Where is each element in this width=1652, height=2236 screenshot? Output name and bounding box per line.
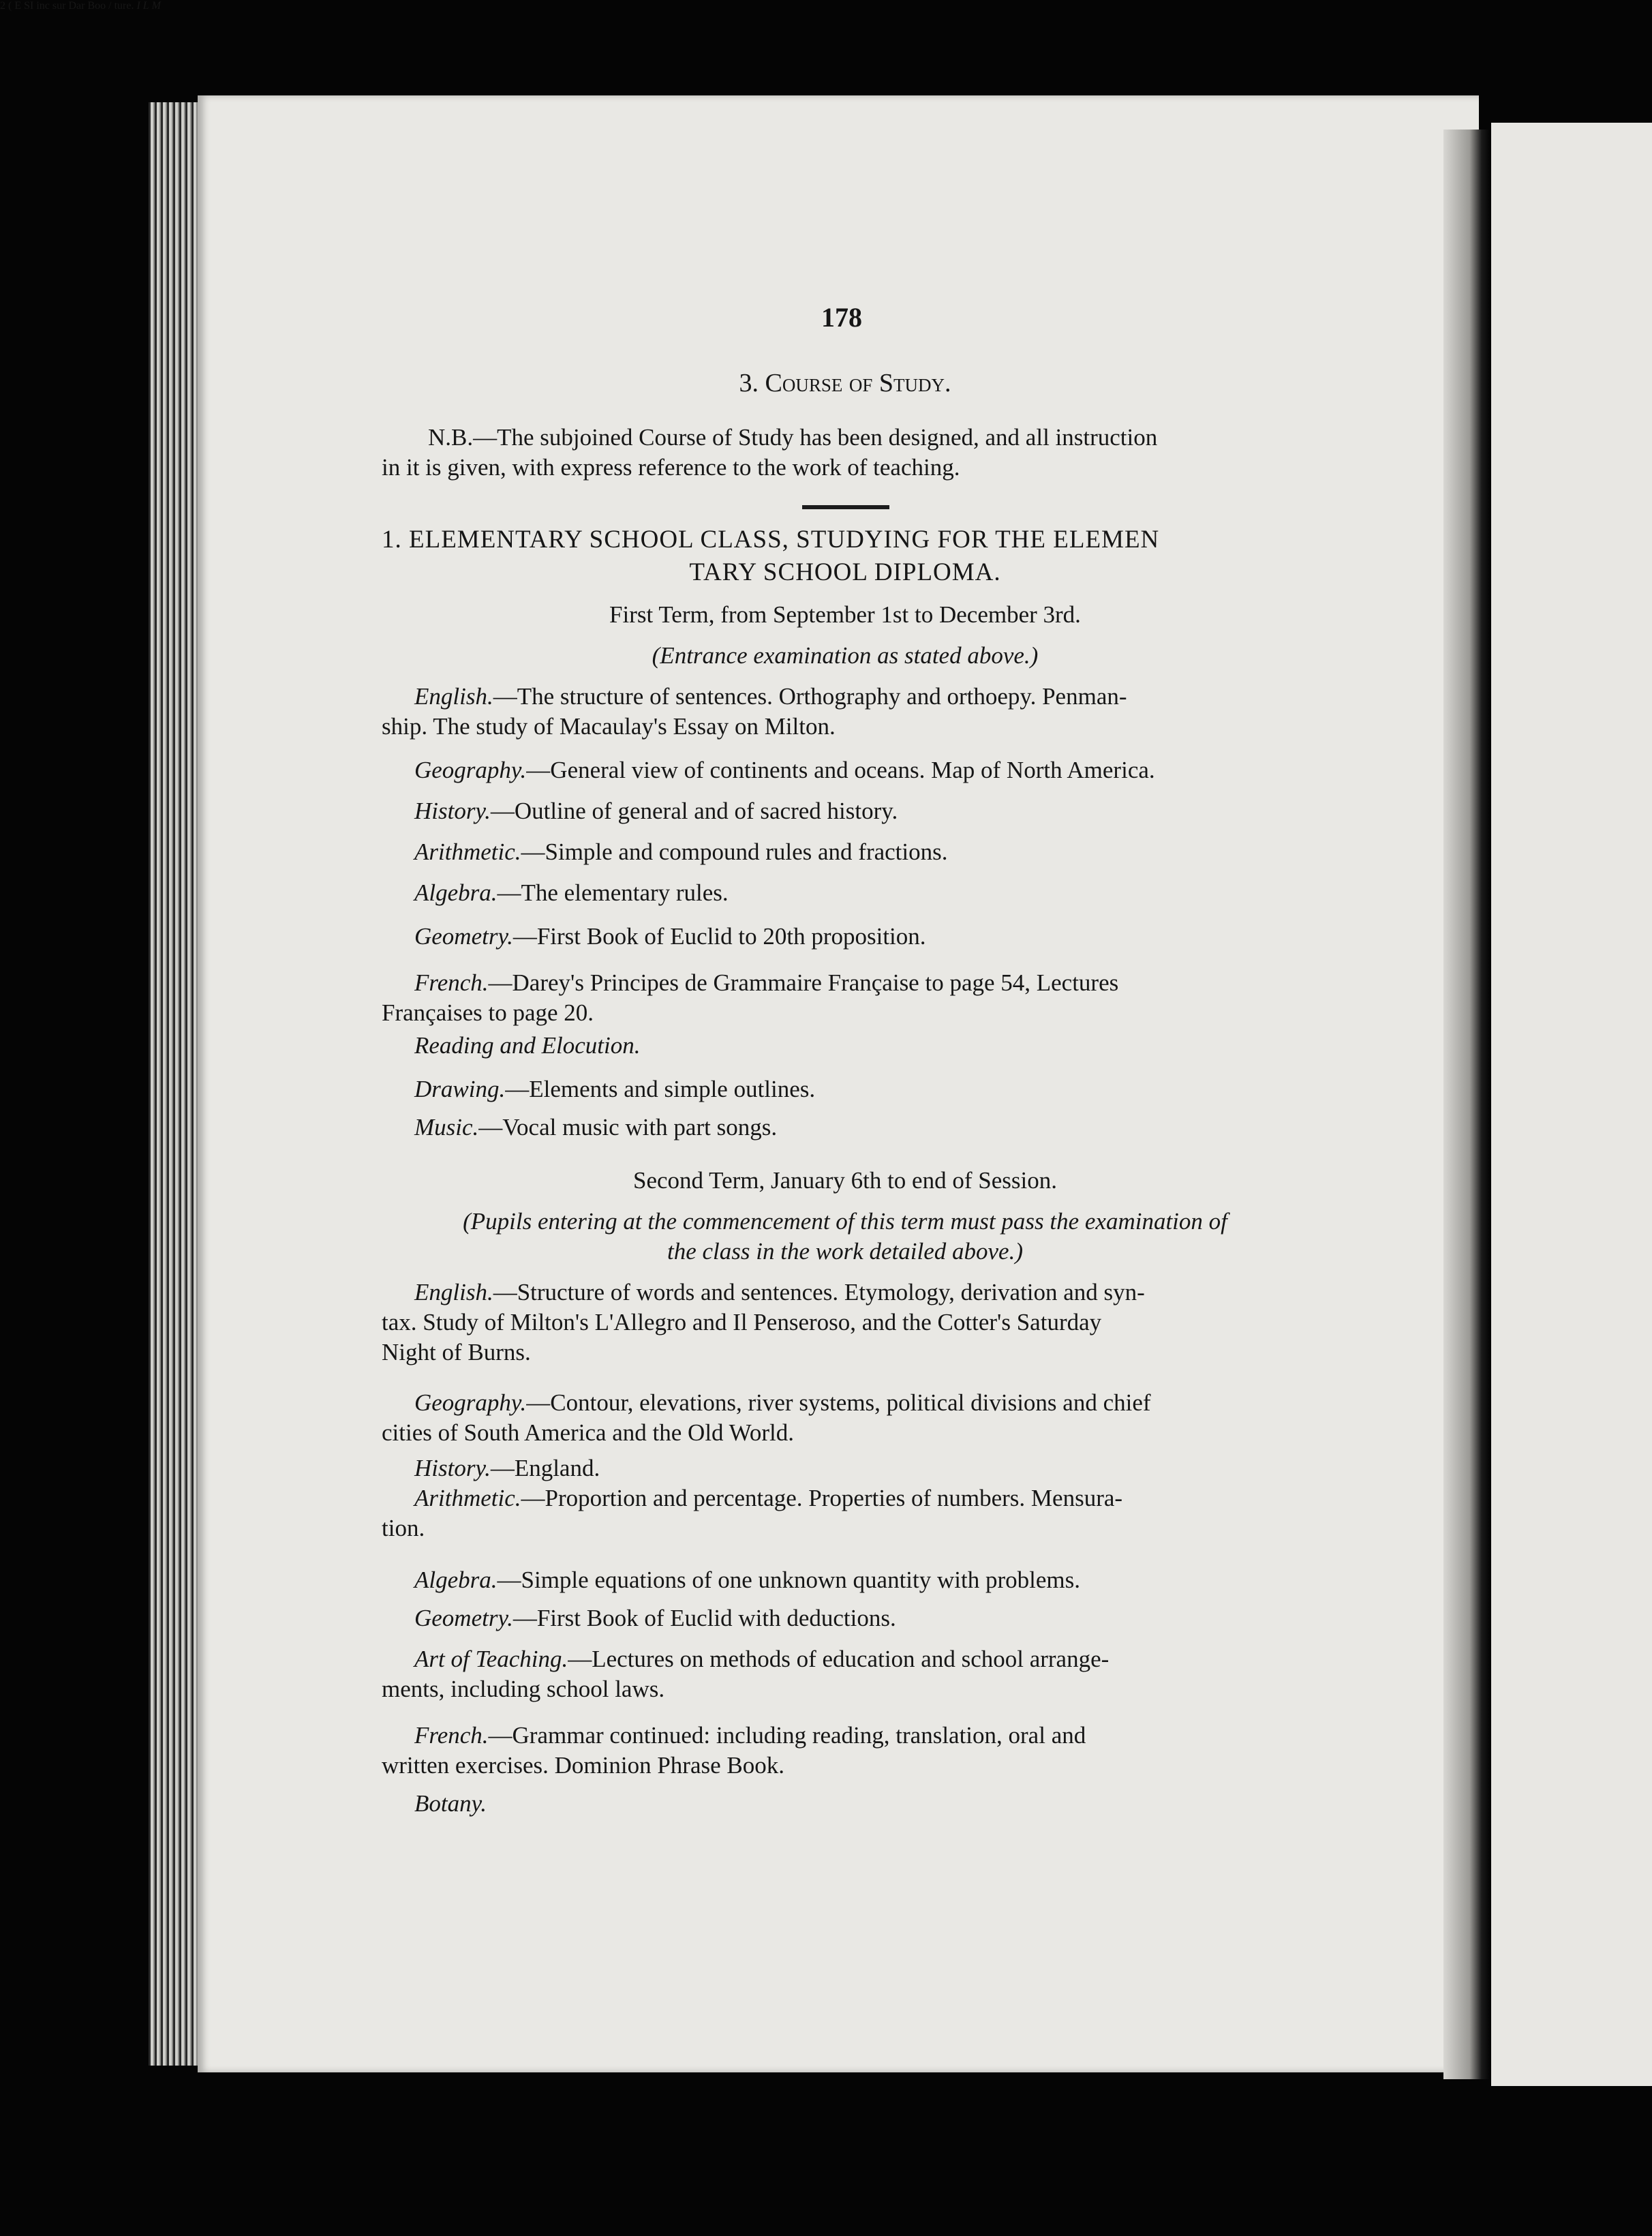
facing-fragment: ( (8, 0, 12, 12)
nb-note-line-2: in it is given, with express reference to the work of teaching. (382, 454, 960, 481)
subject-english (382, 682, 1309, 712)
subject-text: —First Book of Euclid with deductions. (513, 1605, 896, 1631)
subject-text: —Vocal music with part songs. (478, 1114, 778, 1140)
subject-geometry-2 (382, 1603, 1309, 1633)
subject-name: Geography. (414, 757, 527, 783)
subject-name: Music. (414, 1114, 479, 1140)
subject-geometry (382, 922, 1309, 952)
subject-text: —Darey's Principes de Grammaire Française to page 54, Lectures (488, 969, 1119, 996)
subject-algebra-2 (382, 1565, 1309, 1595)
nb-note-line-1: N.B.—The subjoined Course of Study has been designed, and all instruction (428, 424, 1158, 451)
subject-geography-2-cont: cities of South America and the Old World. (382, 1419, 795, 1446)
subject-french-2-cont: written exercises. Dominion Phrase Book. (382, 1752, 785, 1779)
facing-fragment: L (142, 0, 149, 12)
subject-botany (382, 1789, 1309, 1819)
subject-name: Art of Teaching. (414, 1646, 568, 1672)
facing-fragment: ture. (114, 0, 134, 12)
subject-text: —First Book of Euclid to 20th proposition. (513, 923, 926, 950)
subject-text: —Structure of words and sentences. Etymology, derivation and syn- (493, 1279, 1145, 1305)
subject-text: —General view of continents and oceans. Map of North America. (526, 757, 1155, 783)
facing-fragment: 2 (0, 0, 5, 12)
subject-music (382, 1113, 1309, 1143)
subject-text: —Outline of general and of sacred history. (490, 798, 898, 824)
facing-fragment: M (151, 0, 161, 12)
book-gutter (1443, 130, 1491, 2079)
subject-name: English. (414, 1279, 493, 1305)
subject-english-cont: ship. The study of Macaulay's Essay on Milton. (382, 713, 836, 740)
subject-text: —Simple and compound rules and fractions. (521, 839, 948, 865)
class-heading-line-1: 1. ELEMENTARY SCHOOL CLASS, STUDYING FOR THE ELEMEN (382, 526, 1160, 554)
facing-fragment: Boo (87, 0, 106, 12)
facing-fragment: sur (52, 0, 66, 12)
subject-text: —The elementary rules. (497, 879, 729, 906)
subject-name: Drawing. (414, 1076, 506, 1102)
subject-arithmetic-2-cont: tion. (382, 1515, 425, 1541)
subject-name: Geometry. (414, 923, 513, 950)
section-rule (802, 505, 889, 509)
facing-fragment: / (108, 0, 112, 12)
subject-geography-2 (382, 1388, 1309, 1418)
subject-english-2-cont: tax. Study of Milton's L'Allegro and Il Penseroso, and the Cotter's Saturday (382, 1309, 1102, 1335)
section-title: 3. Course of Study. (739, 369, 951, 397)
second-term-heading: Second Term, January 6th to end of Session. (633, 1167, 1057, 1194)
subject-history-2 (382, 1453, 1309, 1483)
subject-name: Geography. (414, 1389, 527, 1416)
subject-algebra (382, 878, 1309, 908)
subject-art-of-teaching (382, 1644, 1309, 1674)
subject-french-2 (382, 1721, 1309, 1751)
facing-fragment: E (14, 0, 22, 12)
subject-name: English. (414, 683, 493, 710)
first-term-note: (Entrance examination as stated above.) (652, 642, 1039, 669)
subject-name: Arithmetic. (414, 1485, 521, 1511)
subject-text: —Grammar continued: including reading, translation, oral and (488, 1722, 1086, 1749)
first-term-heading: First Term, from September 1st to December 3rd. (609, 601, 1081, 628)
subject-name: French. (414, 1722, 489, 1749)
second-term-note-line-1: (Pupils entering at the commencement of this term must pass the examination of (463, 1208, 1227, 1235)
subject-french-cont: Françaises to page 20. (382, 999, 594, 1026)
subject-name: Arithmetic. (414, 839, 521, 865)
subject-geography (382, 755, 1309, 785)
subject-name: French. (414, 969, 489, 996)
facing-fragment: SI (24, 0, 34, 12)
subject-reading (382, 1031, 1309, 1061)
subject-english-2 (382, 1278, 1309, 1308)
subject-name: Reading and Elocution. (414, 1032, 641, 1059)
subject-text: —Elements and simple outlines. (505, 1076, 816, 1102)
second-term-note-line-2: the class in the work detailed above.) (667, 1238, 1023, 1265)
page-stack-edge (149, 102, 198, 2066)
subject-drawing (382, 1074, 1309, 1104)
subject-text: —Proportion and percentage. Properties of numbers. Mensura- (521, 1485, 1123, 1511)
facing-fragment: Dar (68, 0, 85, 12)
facing-fragment: inc (36, 0, 50, 12)
subject-text: —Contour, elevations, river systems, political divisions and chief (526, 1389, 1151, 1416)
subject-french (382, 968, 1309, 998)
subject-text: —Lectures on methods of education and school arrange- (568, 1646, 1110, 1672)
subject-art-of-teaching-cont: ments, including school laws. (382, 1676, 665, 1702)
subject-name: Geometry. (414, 1605, 513, 1631)
subject-text: —Simple equations of one unknown quantity with problems. (497, 1567, 1080, 1593)
subject-english-2-cont: Night of Burns. (382, 1339, 531, 1365)
subject-arithmetic-2 (382, 1483, 1309, 1513)
facing-page-text (0, 0, 1652, 12)
subject-text: —England. (490, 1455, 600, 1481)
facing-fragment: I (136, 0, 140, 12)
subject-name: History. (414, 1455, 491, 1481)
subject-name: Botany. (414, 1790, 487, 1817)
subject-text: —The structure of sentences. Orthography and orthoepy. Penman- (493, 683, 1127, 710)
subject-name: Algebra. (414, 879, 498, 906)
subject-arithmetic (382, 837, 1309, 867)
subject-history (382, 796, 1309, 826)
class-heading-line-2: TARY SCHOOL DIPLOMA. (689, 558, 1001, 586)
facing-page (1491, 123, 1652, 2086)
page-number: 178 (821, 302, 862, 333)
subject-name: History. (414, 798, 491, 824)
subject-name: Algebra. (414, 1567, 498, 1593)
